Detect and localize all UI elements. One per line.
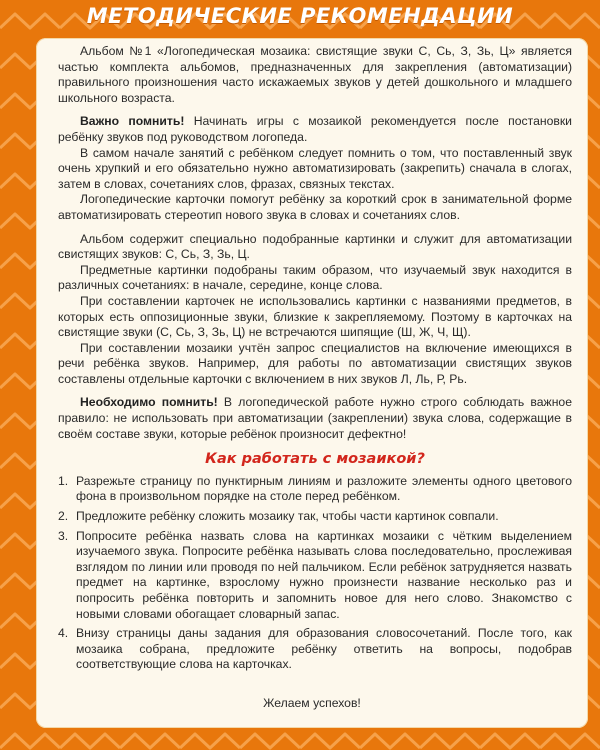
step-text: Внизу страницы даны задания для образования словосочетаний. После того, как мозаика собрана, предложите ребёнку ответить на вопросы, подобрав соответствующие слова на карточках.	[76, 626, 572, 672]
page-title: МЕТОДИЧЕСКИЕ РЕКОМЕНДАЦИИ	[86, 4, 514, 28]
step-text: Попросите ребёнка назвать слова на картинках мозаики с чётким выделением изучаемого звука. Попросите ребёнка называть слова последовательно, прослеживая взглядом по линии или проводя по ней пальчиком. Если ребёнок затрудняется назвать предмет на картинке, взрослому нужно произнести название несколько раз и попросить ребёнка повторить и запомнить новое для него слово. Знакомство с новыми словами обогащает словарный запас.	[76, 528, 572, 621]
important-text-1: Начинать игры с мозаикой рекомендуется после постановки ребёнку звуков под руководством логопеда.	[58, 114, 572, 144]
list-item	[58, 626, 572, 673]
list-item	[58, 529, 572, 623]
paragraph-mosaic: При составлении мозаики учтён запрос специалистов на включение имеющихся в речи ребёнка звуков. Например, для работы по автоматизации свистящих звуков составлены отдельные карточки с включением в них звуков Л, Ль, Р, Рь.	[58, 340, 572, 386]
step-number: 1.	[58, 473, 69, 488]
how-to-heading: Как работать с мозаикой?	[205, 451, 425, 468]
important-label-1: Важно помнить!	[80, 114, 185, 129]
paragraph-album: Альбом содержит специально подобранные картинки и служит для автоматизации свистящих звуков: С, Сь, З, Зь, Ц.	[58, 231, 572, 262]
instruction-list	[58, 474, 572, 673]
paragraph-cards: Логопедические карточки помогут ребёнку за короткий срок в занимательной форме автоматизировать стереотип нового звука в словах и сочетаниях слов.	[58, 192, 572, 222]
step-number: 4.	[58, 626, 69, 641]
step-number: 2.	[58, 509, 69, 524]
paragraph-pictures: Предметные картинки подобраны таким образом, что изучаемый звук находится в различных сочетаниях: в начале, середине, конце слова.	[58, 262, 572, 293]
important-note-2	[58, 395, 572, 442]
step-text: Предложите ребёнку сложить мозаику так, чтобы части картинок совпали.	[76, 509, 499, 524]
important-label-2: Необходимо помнить!	[80, 395, 218, 410]
closing-wish: Желаем успехов!	[263, 696, 361, 710]
intro-paragraph: Альбом №1 «Логопедическая мозаика: свистящие звуки С, Сь, З, Зь, Ц» является частью комплекта альбомов, предназначенных для закрепления (автоматизации) правильного произношения часто искажаемых звуков у детей дошкольного и младшего школьного возраста.	[58, 44, 572, 105]
document-body	[58, 44, 572, 677]
list-item	[58, 509, 572, 525]
paragraph-start: В самом начале занятий с ребёнком следует помнить о том, что поставленный звук очень хрупкий и его обязательно нужно автоматизировать (закрепить) сначала в слогах, затем в словах, сочетаниях слов, фразах, связных текстах.	[58, 145, 572, 191]
step-number: 3.	[58, 528, 69, 543]
list-item	[58, 474, 572, 505]
important-note-1	[58, 114, 572, 145]
important-text-2: В логопедической работе нужно строго соблюдать важное правило: не использовать при автоматизации (закреплении) звука слова, содержащие в своём составе звуки, которые ребёнок произносит дефектно!	[58, 395, 572, 441]
step-text: Разрежьте страницу по пунктирным линиям и разложите элементы одного цветового фона в произвольном порядке на столе перед ребёнком.	[76, 473, 572, 504]
paragraph-compose: При составлении карточек не использовались картинки с названиями предметов, в которых есть оппозиционные звуки, близкие к закрепляемому. Поэтому в карточках на свистящие звуки (С, Сь, З, Зь, Ц) не встречаются шипящие (Ш, Ж, Ч, Щ).	[58, 293, 572, 340]
